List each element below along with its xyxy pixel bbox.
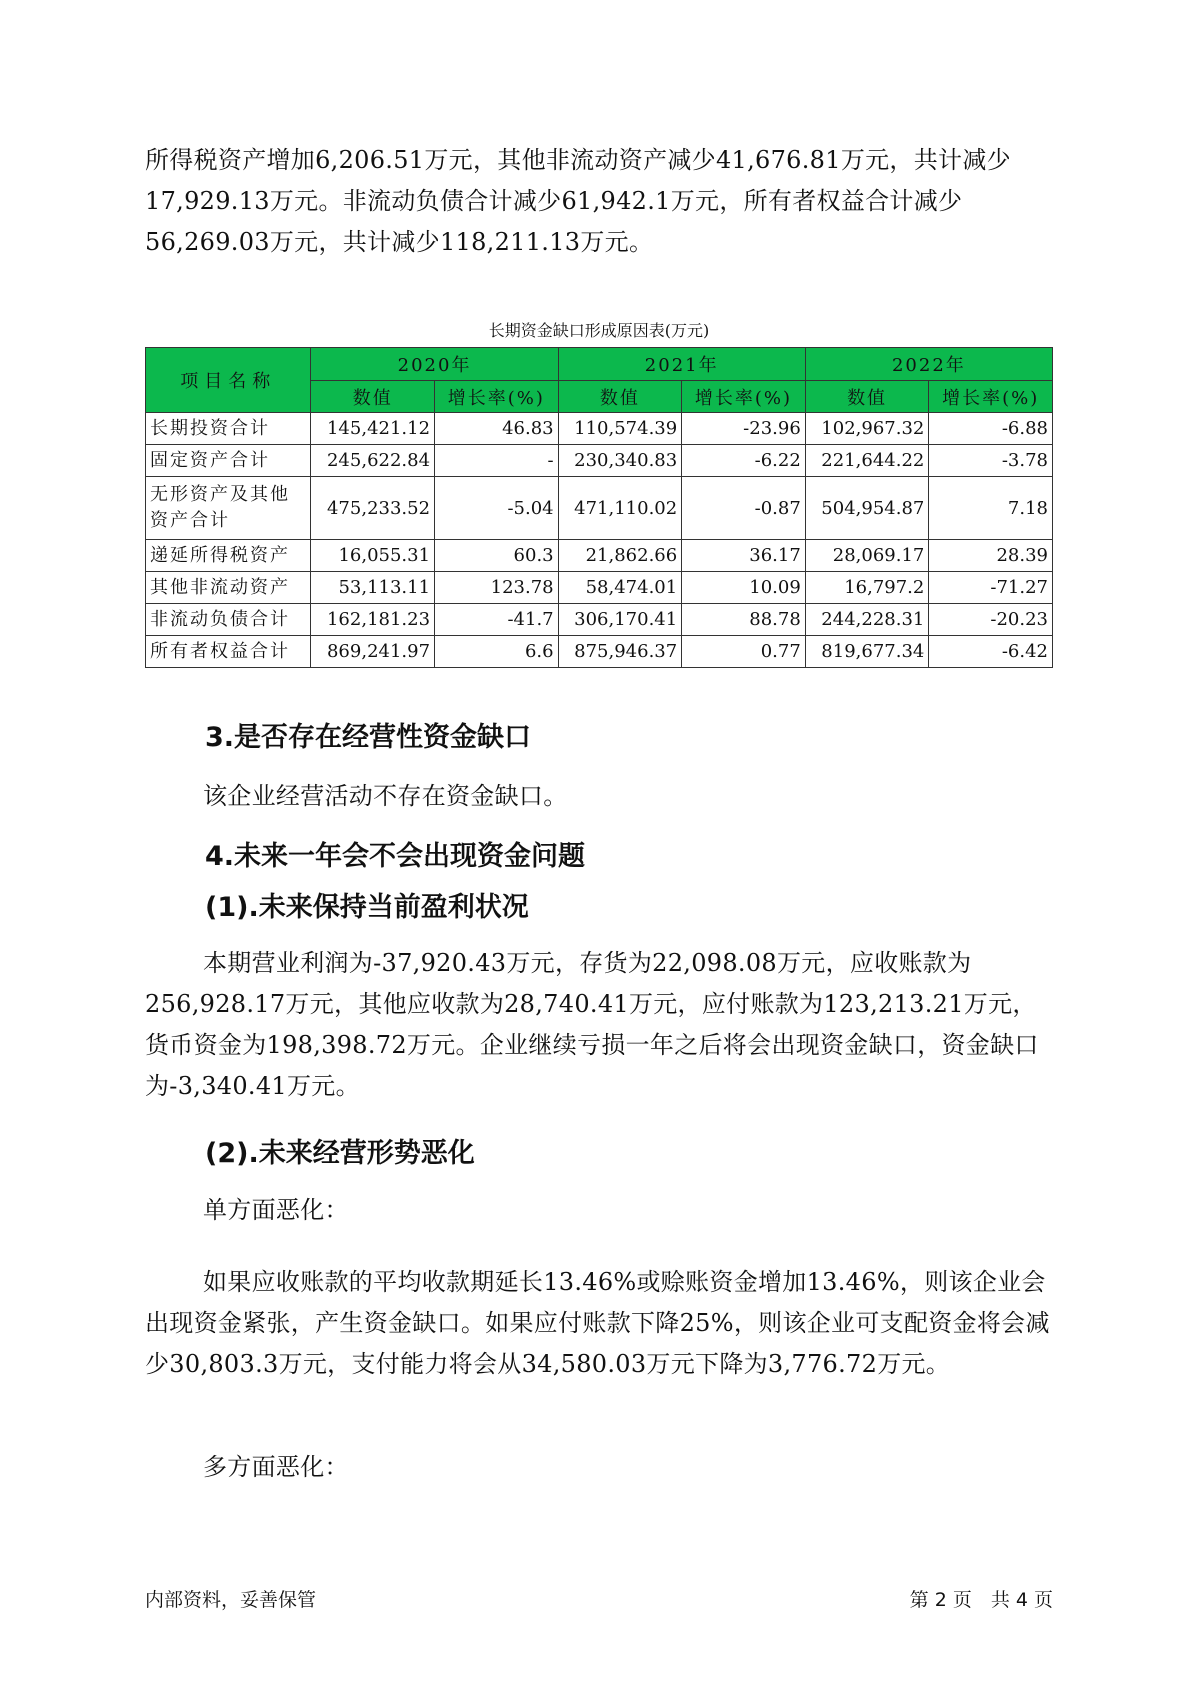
table-row (146, 477, 1053, 540)
year-header-2021: 2021年 (558, 348, 805, 381)
cell: 875,946.37 (558, 636, 682, 668)
cell: 0.77 (682, 636, 806, 668)
cell: -6.22 (682, 445, 806, 477)
cell: 819,677.34 (805, 636, 929, 668)
cell: -0.87 (682, 477, 806, 540)
intro-paragraph: 所得税资产增加6,206.51万元，其他非流动资产减少41,676.81万元，共计减少17,929.13万元。非流动负债合计减少61,942.1万元，所有者权益合计减少56,269.03万元，共计减少118,211.13万元。 (145, 146, 1011, 256)
table-row (146, 572, 1053, 604)
cell: -20.23 (929, 604, 1053, 636)
year-header-2020: 2020年 (311, 348, 558, 381)
cell: 245,622.84 (311, 445, 435, 477)
cell: -6.42 (929, 636, 1053, 668)
row-name: 无形资产及其他资产合计 (146, 477, 311, 540)
cell: 230,340.83 (558, 445, 682, 477)
sub-header-value: 数值 (311, 381, 435, 413)
cell: -41.7 (435, 604, 559, 636)
row-name: 递延所得税资产 (146, 540, 311, 572)
cell: - (435, 445, 559, 477)
cell: 102,967.32 (805, 413, 929, 445)
cell: 7.18 (929, 477, 1053, 540)
single-deterioration-label: 单方面恶化： (203, 1196, 349, 1224)
cell: 162,181.23 (311, 604, 435, 636)
year-header-2022: 2022年 (805, 348, 1052, 381)
cell: 58,474.01 (558, 572, 682, 604)
cell: 10.09 (682, 572, 806, 604)
sub-header-value: 数值 (805, 381, 929, 413)
table-title: 长期资金缺口形成原因表(万元) (488, 321, 710, 340)
row-name: 固定资产合计 (146, 445, 311, 477)
sub-header-value: 数值 (558, 381, 682, 413)
cell: 53,113.11 (311, 572, 435, 604)
table-row (146, 540, 1053, 572)
cell: 110,574.39 (558, 413, 682, 445)
cell: 221,644.22 (805, 445, 929, 477)
cell: -23.96 (682, 413, 806, 445)
row-name: 其他非流动资产 (146, 572, 311, 604)
cell: 36.17 (682, 540, 806, 572)
subsection1-heading: (1).未来保持当前盈利状况 (205, 892, 529, 923)
cell: 16,055.31 (311, 540, 435, 572)
sub-header-growth: 增长率(%) (929, 381, 1053, 413)
cell: 306,170.41 (558, 604, 682, 636)
cell: 28.39 (929, 540, 1053, 572)
cell: 504,954.87 (805, 477, 929, 540)
cell: 123.78 (435, 572, 559, 604)
row-name: 长期投资合计 (146, 413, 311, 445)
cell: -71.27 (929, 572, 1053, 604)
row-header: 项目名称 (146, 348, 311, 413)
subsection2-heading: (2).未来经营形势恶化 (205, 1138, 475, 1169)
sub-header-growth: 增长率(%) (435, 381, 559, 413)
footer-confidential: 内部资料，妥善保管 (145, 1589, 317, 1611)
section4-heading: 4.未来一年会不会出现资金问题 (205, 841, 586, 872)
section3-heading: 3.是否存在经营性资金缺口 (205, 722, 532, 753)
capital-gap-table (145, 347, 1053, 668)
cell: -3.78 (929, 445, 1053, 477)
table-row (146, 413, 1053, 445)
subsection1-text: 本期营业利润为-37,920.43万元，存货为22,098.08万元，应收账款为256,928.17万元，其他应收款为28,740.41万元，应付账款为123,213.21万元，货币资金为198,398.72万元。企业继续亏损一年之后将会出现资金缺口，资金缺口为-3,340.41万元。 (145, 949, 1039, 1100)
cell: 869,241.97 (311, 636, 435, 668)
cell: -5.04 (435, 477, 559, 540)
table-row (146, 604, 1053, 636)
cell: 21,862.66 (558, 540, 682, 572)
row-name: 所有者权益合计 (146, 636, 311, 668)
single-deterioration-text: 如果应收账款的平均收款期延长13.46%或赊账资金增加13.46%，则该企业会出现资金紧张，产生资金缺口。如果应付账款下降25%，则该企业可支配资金将会减少30,803.3万元，支付能力将会从34,580.03万元下降为3,776.72万元。 (145, 1268, 1050, 1378)
cell: 475,233.52 (311, 477, 435, 540)
cell: 60.3 (435, 540, 559, 572)
cell: 28,069.17 (805, 540, 929, 572)
cell: 6.6 (435, 636, 559, 668)
table-row (146, 636, 1053, 668)
sub-header-growth: 增长率(%) (682, 381, 806, 413)
cell: 471,110.02 (558, 477, 682, 540)
cell: 88.78 (682, 604, 806, 636)
cell: 46.83 (435, 413, 559, 445)
footer-page-number: 第 2 页 共 4 页 (909, 1589, 1053, 1611)
table-row (146, 445, 1053, 477)
cell: 16,797.2 (805, 572, 929, 604)
cell: -6.88 (929, 413, 1053, 445)
multi-deterioration-label: 多方面恶化： (203, 1453, 349, 1481)
section3-text: 该企业经营活动不存在资金缺口。 (203, 782, 568, 810)
cell: 145,421.12 (311, 413, 435, 445)
cell: 244,228.31 (805, 604, 929, 636)
row-name: 非流动负债合计 (146, 604, 311, 636)
